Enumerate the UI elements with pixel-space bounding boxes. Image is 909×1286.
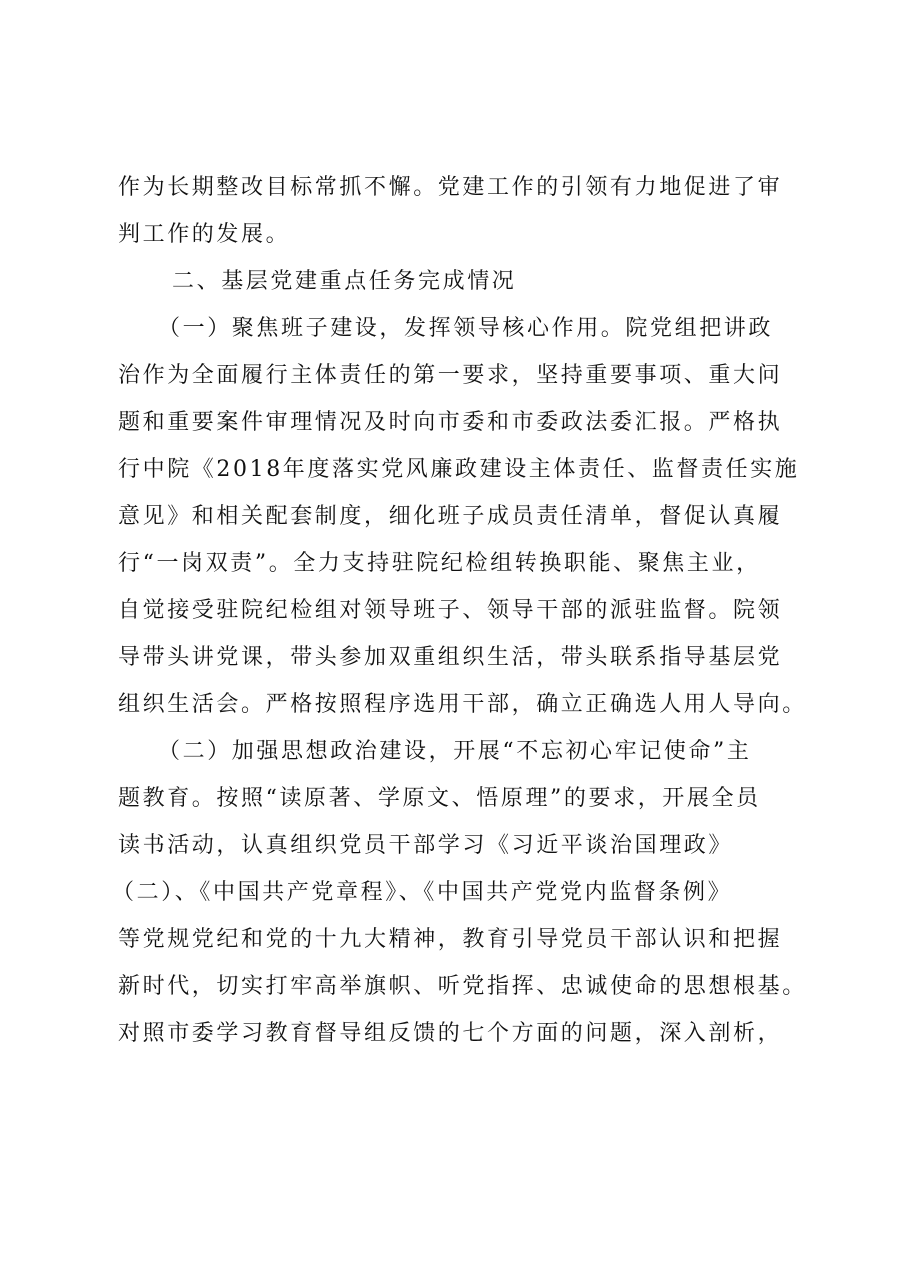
body-text-line: （二）、《中国共产党章程》、《中国共产党党内监督条例》 [112,880,733,905]
body-text-line: 等党规党纪和党的十九大精神，教育引导党员干部认识和把握 [118,927,783,952]
body-text-line: 题教育。按照“读原著、学原文、悟原理”的要求，开展全员 [118,786,761,811]
body-text-line: 导带头讲党课，带头参加双重组织生活，带头联系指导基层党 [118,645,783,670]
body-text-line: 意见》和相关配套制度，细化班子成员责任清单，督促认真履 [118,504,783,529]
body-text-line: 治作为全面履行主体责任的第一要求，坚持重要事项、重大问 [118,363,783,388]
body-text-line: 行中院《2018年度落实党风廉政建设主体责任、监督责任实施 [118,457,800,482]
body-text-line: 自觉接受驻院纪检组对领导班子、领导干部的派驻监督。院领 [118,598,783,623]
section-heading: 二、基层党建重点任务完成情况 [172,269,517,294]
body-text-line: （一）聚焦班子建设，发挥领导核心作用。院党组把讲政 [158,316,774,341]
body-text-line: 组织生活会。严格按照程序选用干部，确立正确选人用人导向。 [118,692,807,717]
body-text-line: 题和重要案件审理情况及时向市委和市委政法委汇报。严格执 [118,410,783,435]
body-text-line: 新时代，切实打牢高举旗帜、听党指挥、忠诚使命的思想根基。 [118,974,807,999]
body-text-line: 对照市委学习教育督导组反馈的七个方面的问题，深入剖析， [118,1021,783,1046]
body-text-line: 判工作的发展。 [118,222,291,247]
body-text-line: （二）加强思想政治建设，开展“不忘初心牢记使命”主 [158,739,752,764]
body-text-line: 作为长期整改目标常抓不懈。党建工作的引领有力地促进了审 [118,175,783,200]
body-text-line: 行“一岗双责”。全力支持驻院纪检组转换职能、聚焦主业， [118,551,761,576]
body-text-line: 读书活动，认真组织党员干部学习《习近平谈治国理政》 [118,833,734,858]
